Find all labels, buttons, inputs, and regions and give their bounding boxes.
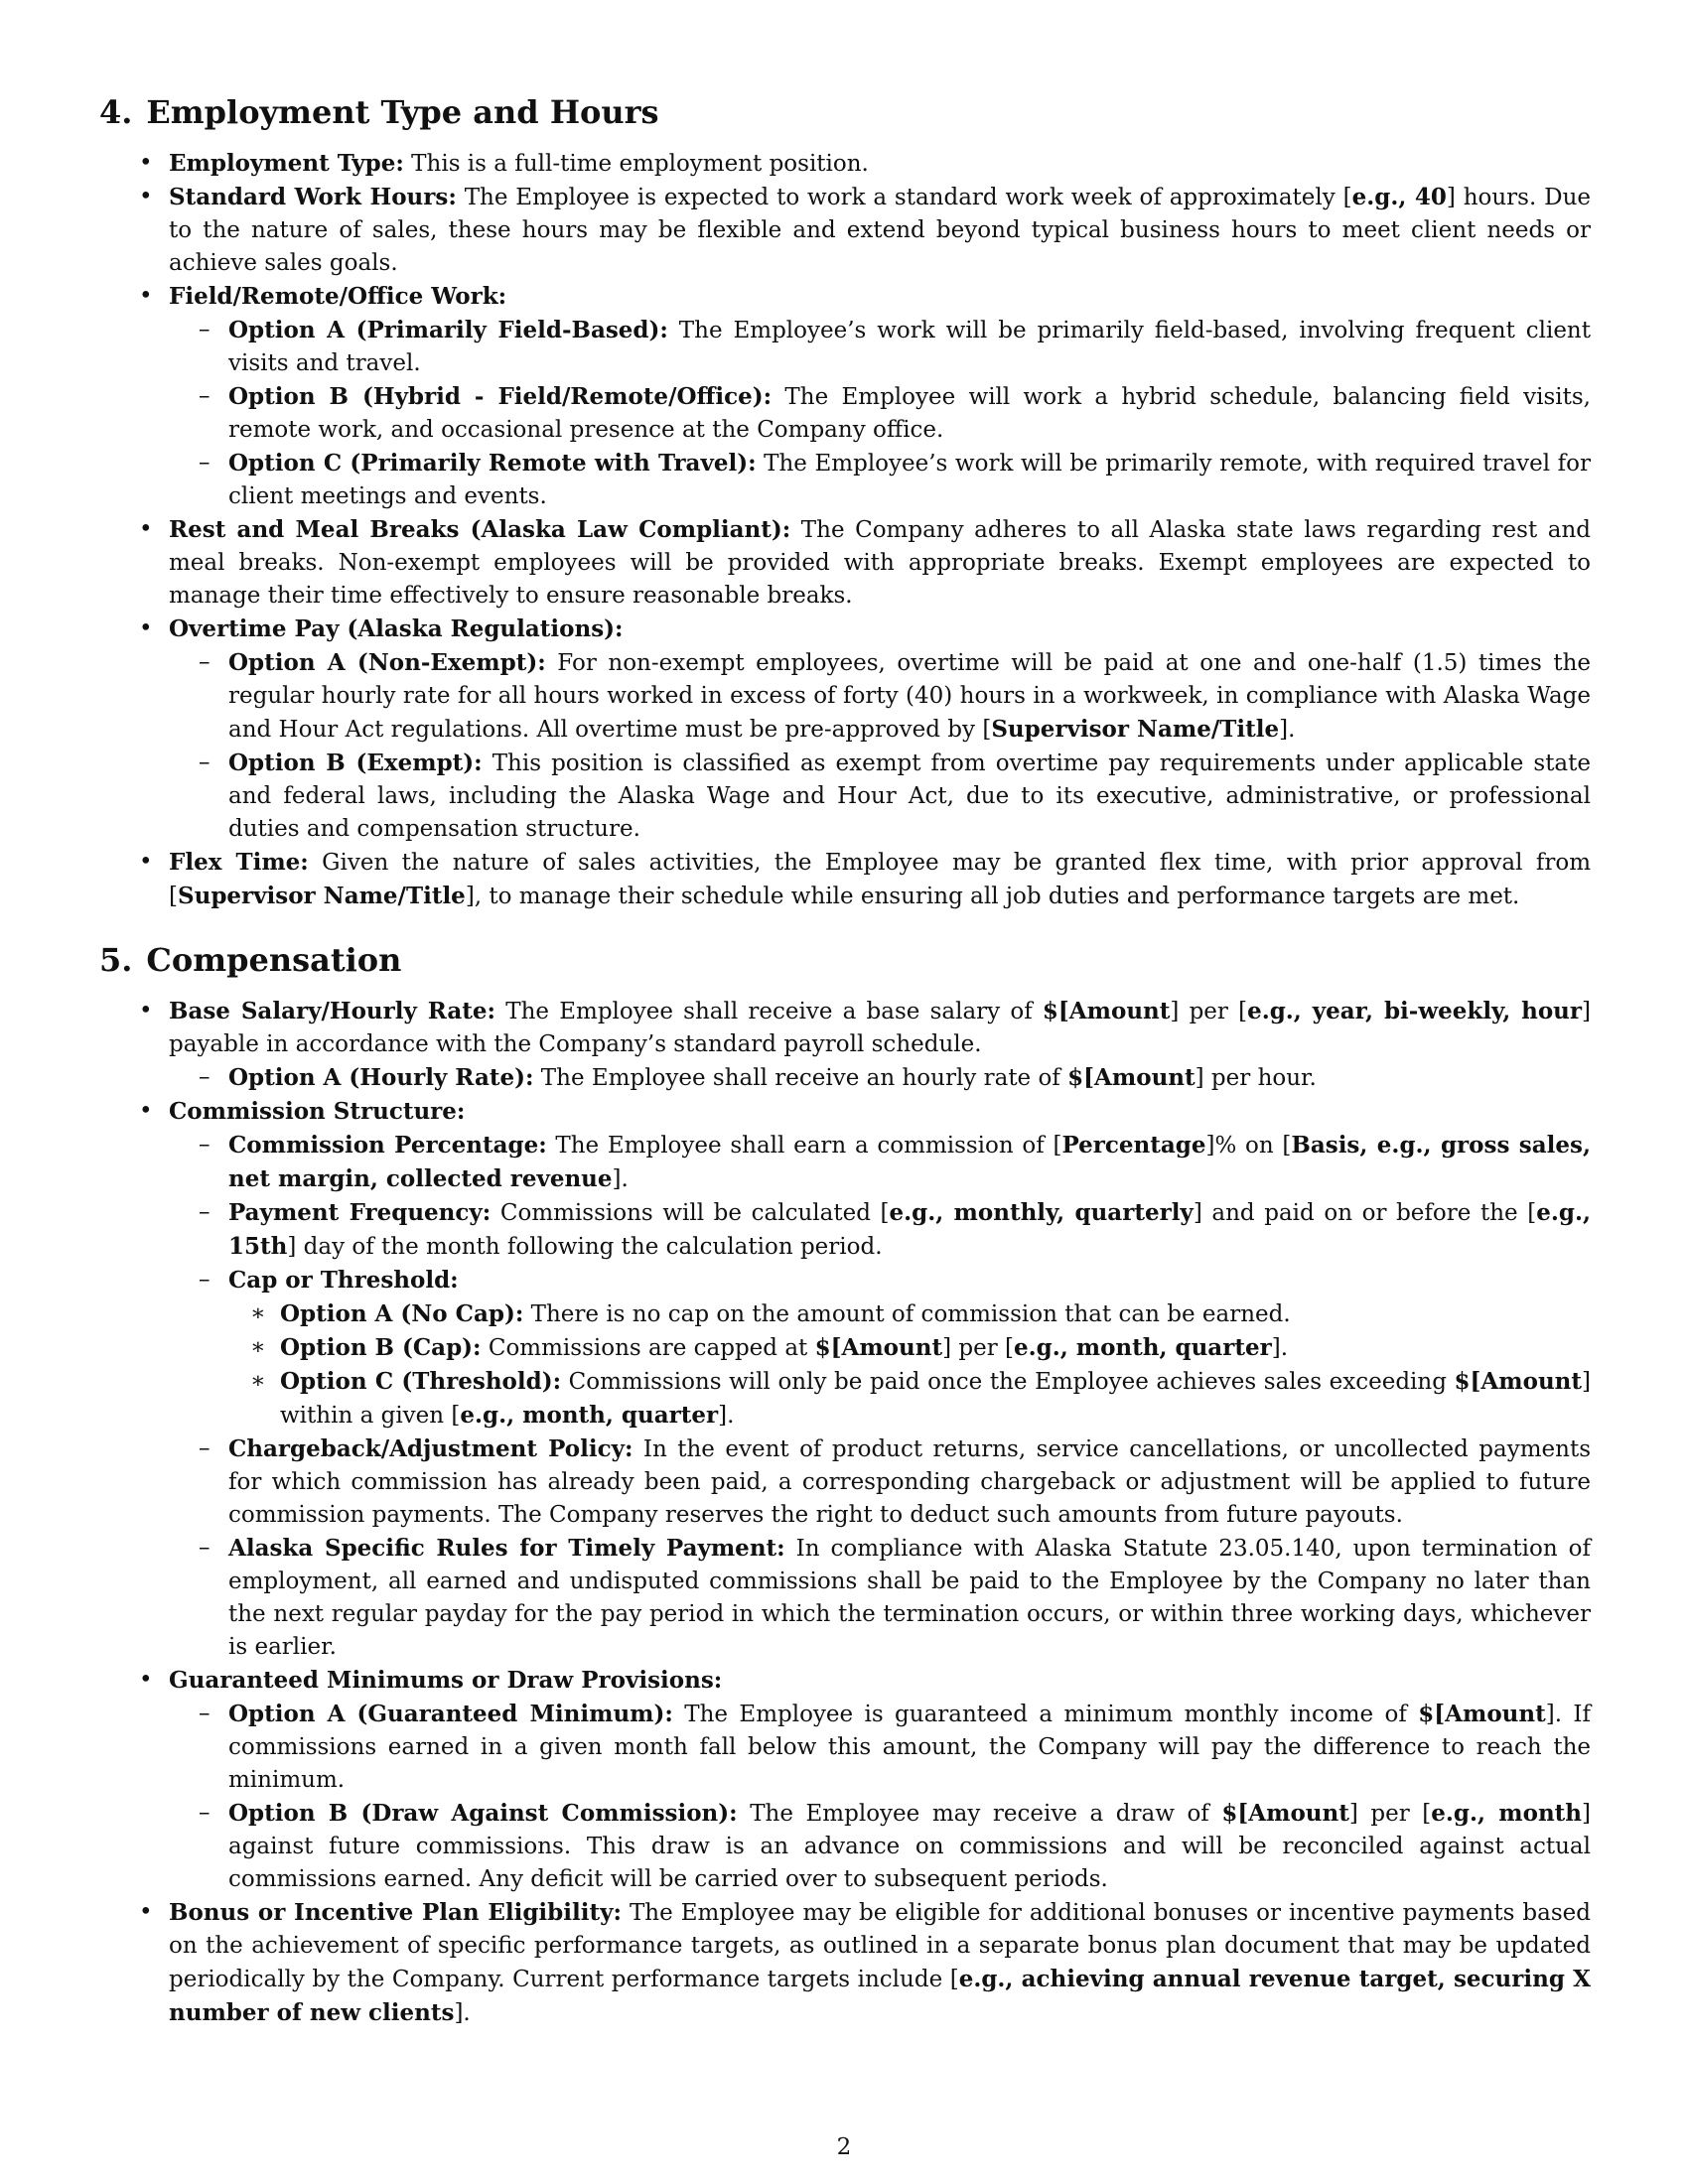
placeholder-text: e.g., year, bi-weekly, hour [1247, 998, 1583, 1024]
placeholder-text: e.g., achieving annual revenue target, securing X number of new clients [169, 1966, 1591, 2026]
item-text: This position is classified as exempt from overtime pay requirements under applicable state and federal laws, including the Alaska Wage and Hour Act, due to its executive, administrative, or professional duties and compensation structure. [228, 751, 1591, 842]
item-label: Cap or Threshold: [228, 1267, 459, 1294]
item-text: In the event of product returns, service cancellations, or uncollected payments for which commission has already been paid, a corresponding chargeback or adjustment will be applied to future commission payments. The Company reserves the right to deduct such amounts from future payouts. [228, 1436, 1592, 1528]
sub-sub-item-option-b [99, 1331, 1591, 1365]
item-label: Rest and Meal Breaks (Alaska Law Compliant): [169, 516, 791, 543]
item-label: Option B (Hybrid - Field/Remote/Office): [228, 383, 773, 410]
item-label: Guaranteed Minimums or Draw Provisions: [169, 1667, 723, 1694]
section-4-list [99, 147, 1591, 913]
item-label: Option B (Exempt): [228, 750, 483, 776]
cap-options-list [99, 1297, 1591, 1433]
list-item-work-hours [99, 181, 1591, 280]
list-item-overtime [99, 613, 1591, 846]
item-label: Commission Percentage: [228, 1132, 547, 1159]
item-text: Commissions will be calculated [ [491, 1200, 890, 1226]
section-number: 4. [99, 93, 133, 131]
item-label: Overtime Pay (Alaska Regulations): [169, 615, 624, 642]
item-text: For non-exempt employees, overtime will be paid at one and one-half (1.5) times the regular hourly rate for all hours worked in excess of forty (40) hours in a workweek, in compliance with Alaska Wage and Hour Act regulations. All overtime must be pre-approved by [ [228, 650, 1591, 743]
item-text: ]% on [ [1205, 1133, 1292, 1159]
item-text: Given the nature of sales activities, the Employee may be granted flex time, with prior approval from [ [169, 850, 1592, 909]
item-text: The Employee may be eligible for additional bonuses or incentive payments based on the achievement of specific performance targets, as outlined in a separate bonus plan document that may be updated periodically by the Company. Current performance targets include [ [169, 1900, 1591, 1992]
item-text: ] per hour. [1195, 1065, 1317, 1091]
placeholder-text: $[Amount [1418, 1701, 1546, 1727]
placeholder-text: e.g., month, quarter [1014, 1334, 1272, 1361]
item-label: Bonus or Incentive Plan Eligibility: [169, 1899, 622, 1926]
base-options-list [99, 1061, 1591, 1095]
sub-item-option-c [99, 447, 1591, 513]
item-label: Commission Structure: [169, 1098, 466, 1125]
item-label: Option C (Primarily Remote with Travel): [228, 450, 757, 477]
sub-sub-item-option-a [99, 1297, 1591, 1331]
item-text: ] and paid on or before the [ [1193, 1200, 1537, 1226]
placeholder-text: Percentage [1061, 1132, 1206, 1159]
list-item-employment-type [99, 147, 1591, 181]
section-title: Employment Type and Hours [146, 93, 659, 131]
sub-item-alaska-rules [99, 1532, 1591, 1664]
item-text: ] per [ [942, 1335, 1014, 1361]
item-text: Commissions will only be paid once the Employee achieves sales exceeding [561, 1369, 1455, 1395]
placeholder-text: $[Amount [1042, 998, 1171, 1024]
list-item-field-remote [99, 280, 1591, 513]
item-text: ] within a given [ [280, 1369, 1591, 1429]
item-text: There is no cap on the amount of commission that can be earned. [523, 1301, 1291, 1327]
item-text: The Employee will work a hybrid schedule, balancing field visits, remote work, and occasional presence at the Company office. [228, 384, 1591, 443]
sub-item-option-a [99, 646, 1591, 747]
item-text: ]. If commissions earned in a given month fall below this amount, the Company will pay the difference to reach the minimum. [228, 1702, 1592, 1793]
document-page [99, 91, 1591, 2030]
item-text: ]. [612, 1166, 629, 1192]
item-label: Option A (Non-Exempt): [228, 649, 546, 676]
sub-sub-item-option-c [99, 1365, 1591, 1433]
sub-item-chargeback [99, 1433, 1591, 1532]
minimums-options-list [99, 1698, 1591, 1896]
list-item-base-salary [99, 995, 1591, 1095]
item-label: Option A (Hourly Rate): [228, 1064, 534, 1091]
item-label: Flex Time: [169, 849, 309, 876]
list-item-bonus [99, 1896, 1591, 2030]
item-label: Chargeback/Adjustment Policy: [228, 1435, 633, 1462]
item-text: ] per [ [1170, 999, 1248, 1024]
sub-item-commission-percentage [99, 1129, 1591, 1196]
list-item-minimums [99, 1664, 1591, 1896]
item-text: Commissions are capped at [481, 1335, 815, 1361]
sub-item-option-b [99, 747, 1591, 846]
item-label: Field/Remote/Office Work: [169, 283, 507, 310]
placeholder-text: $[Amount [814, 1334, 943, 1361]
sub-item-payment-frequency [99, 1196, 1591, 1264]
placeholder-text: Basis, e.g., gross sales, net margin, collected revenue [228, 1132, 1591, 1192]
item-text: The Employee’s work will be primarily field-based, involving frequent client visits and travel. [228, 318, 1591, 376]
item-label: Base Salary/Hourly Rate: [169, 998, 496, 1024]
item-text: The Employee shall earn a commission of [ [546, 1133, 1062, 1159]
item-label: Payment Frequency: [228, 1199, 492, 1226]
placeholder-text: e.g., monthly, quarterly [889, 1199, 1194, 1226]
item-label: Alaska Specific Rules for Timely Payment: [228, 1535, 785, 1562]
item-text: The Employee is expected to work a standard work week of approximately [ [456, 185, 1352, 210]
item-text: The Employee may receive a draw of [737, 1801, 1222, 1827]
section-5-heading [99, 939, 1591, 981]
sub-item-option-a [99, 1061, 1591, 1095]
section-4-heading [99, 91, 1591, 133]
list-item-breaks [99, 513, 1591, 613]
item-text: The Employee is guaranteed a minimum monthly income of [672, 1702, 1419, 1727]
item-label: Option A (Primarily Field-Based): [228, 317, 668, 343]
placeholder-text: $[Amount [1221, 1800, 1349, 1827]
placeholder-text: e.g., month [1431, 1800, 1583, 1827]
item-label: Option C (Threshold): [280, 1368, 562, 1395]
item-text: ]. [718, 1403, 735, 1429]
section-5-list [99, 995, 1591, 2030]
section-number: 5. [99, 941, 133, 979]
field-options-list [99, 314, 1591, 513]
item-text: In compliance with Alaska Statute 23.05.140, upon termination of employment, all earned and undisputed commissions shall be paid to the Employee by the Company no later than the next regular payday for the pay period in which the termination occurs, or within three working days, whichever is earlier. [228, 1536, 1591, 1660]
item-label: Employment Type: [169, 150, 404, 177]
placeholder-text: Supervisor Name/Title [177, 883, 466, 909]
item-text: ] day of the month following the calculation period. [287, 1234, 883, 1260]
item-text: The Company adheres to all Alaska state laws regarding rest and meal breaks. Non-exempt employees will be provided with appropriate breaks. Exempt employees are expected to manage their time effectively to ensure reasonable breaks. [169, 517, 1591, 609]
item-label: Option B (Cap): [280, 1334, 482, 1361]
item-text: This is a full-time employment position. [403, 151, 869, 177]
placeholder-text: e.g., 40 [1351, 184, 1447, 210]
item-text: ], to manage their schedule while ensuring all job duties and performance targets are met. [465, 884, 1520, 909]
placeholder-text: $[Amount [1067, 1064, 1196, 1091]
item-label: Option A (Guaranteed Minimum): [228, 1701, 673, 1727]
placeholder-text: e.g., 15th [228, 1199, 1591, 1260]
section-title: Compensation [146, 941, 402, 979]
item-text: ]. [1279, 717, 1296, 743]
item-label: Standard Work Hours: [169, 184, 457, 210]
placeholder-text: e.g., month, quarter [460, 1402, 719, 1429]
item-text: ] against future commissions. This draw is an advance on commissions and will be reconciled against actual commissions earned. Any deficit will be carried over to subsequent periods. [228, 1801, 1592, 1892]
sub-item-option-a [99, 314, 1591, 380]
item-text: The Employee shall receive an hourly rate of [533, 1065, 1068, 1091]
placeholder-text: $[Amount [1454, 1368, 1583, 1395]
item-text: ]. [454, 2000, 471, 2026]
page-number: 2 [836, 2134, 852, 2160]
item-text: ] hours. Due to the nature of sales, these hours may be flexible and extend beyond typical business hours to meet client needs or achieve sales goals. [169, 185, 1592, 276]
sub-item-option-b [99, 380, 1591, 447]
item-text: ] per [ [1348, 1801, 1432, 1827]
item-text: ] payable in accordance with the Company’s standard payroll schedule. [169, 999, 1592, 1057]
sub-item-option-a [99, 1698, 1591, 1797]
item-text: The Employee’s work will be primarily remote, with required travel for client meetings and events. [228, 451, 1592, 509]
list-item-commission [99, 1095, 1591, 1664]
placeholder-text: Supervisor Name/Title [991, 716, 1280, 743]
list-item-flex-time [99, 846, 1591, 913]
item-label: Option B (Draw Against Commission): [228, 1800, 738, 1827]
sub-item-cap-threshold [99, 1264, 1591, 1433]
item-label: Option A (No Cap): [280, 1300, 524, 1327]
sub-item-option-b [99, 1797, 1591, 1896]
item-text: ]. [1271, 1335, 1289, 1361]
item-text: The Employee shall receive a base salary of [495, 999, 1043, 1024]
commission-list [99, 1129, 1591, 1664]
overtime-options-list [99, 646, 1591, 846]
